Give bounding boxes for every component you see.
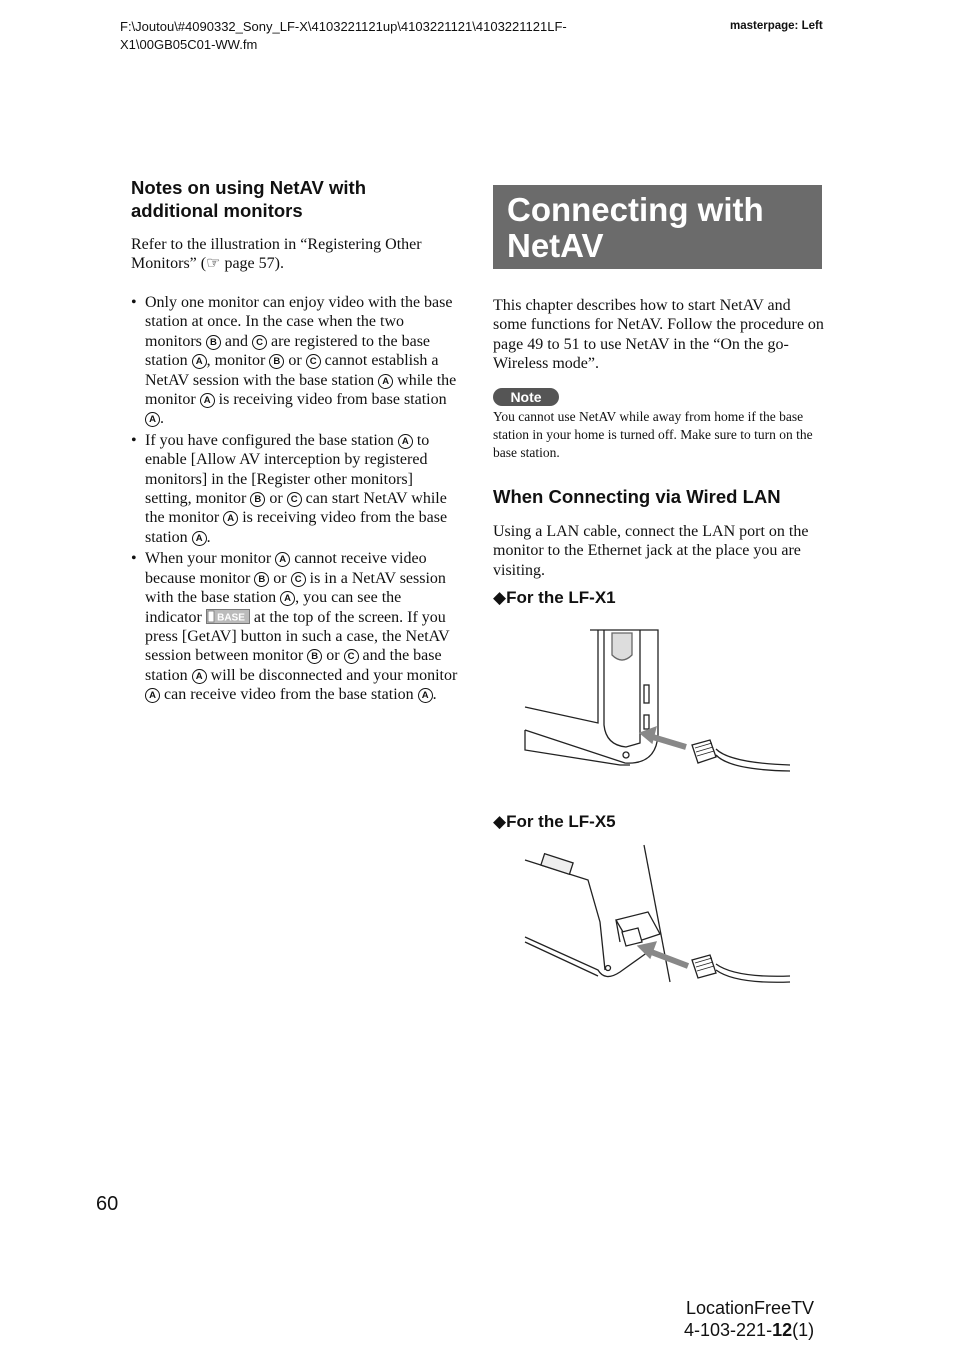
base-indicator-text: BASE (216, 612, 245, 623)
lf-x1-heading: ◆For the LF-X1 (493, 588, 616, 607)
base-station-a-mark: A (192, 531, 207, 546)
list-item: • Only one monitor can enjoy video with the base station at once. In the case when the two monitors B and C are registered to the base station A , monitor B or C cannot establish a NetAV session with the base station A while the monitor A is receiving video from base station A . (131, 293, 461, 429)
list-item: • When your monitor A cannot receive video because monitor B or C is in a NetAV session with the base station A , you can see the indicator BASE at the top of the screen. If you press [GetAV] button in such a case, the NetAV session between monitor B or C and the base station A will be disconnected and your monitor A can receive video from the base station A . (131, 549, 461, 704)
lf-x5-heading: ◆For the LF-X5 (493, 812, 616, 831)
base-station-a-mark: A (378, 374, 393, 389)
lf-x5-illustration (520, 842, 792, 987)
monitor-a-mark: A (275, 552, 290, 567)
list-item: • If you have configured the base station A to enable [Allow AV interception by registered monitors] in the [Register other monitors] setting, monitor B or C can start NetAV while the monitor A is receiving video from the base station A . (131, 431, 461, 547)
monitor-c-mark: C (291, 572, 306, 587)
document-code: 4-103-221-12(1) (684, 1320, 815, 1340)
monitor-b-mark: B (269, 354, 284, 369)
monitor-b-mark: B (206, 335, 221, 350)
page-number: 60 (96, 1193, 119, 1215)
product-name: LocationFreeTV (686, 1298, 815, 1318)
section-heading: Notes on using NetAV with additional monitors (131, 177, 367, 221)
note-badge: Note (493, 388, 559, 406)
monitor-a-mark: A (200, 393, 215, 408)
wired-lan-description: Using a LAN cable, connect the LAN port on the monitor to the Ethernet jack at the place you are visiting. (493, 523, 809, 579)
monitor-b-mark: B (254, 572, 269, 587)
base-station-a-mark: A (192, 354, 207, 369)
monitor-c-mark: C (306, 354, 321, 369)
notes-list (131, 293, 461, 707)
note-text: You cannot use NetAV while away from home if the base station in your home is turned off. Make sure to turn on the base station. (493, 409, 813, 460)
base-station-a-mark: A (418, 688, 433, 703)
wired-lan-heading: When Connecting via Wired LAN (493, 486, 781, 507)
monitor-c-mark: C (287, 492, 302, 507)
monitor-a-mark: A (145, 688, 160, 703)
chapter-title: Connecting with NetAV (493, 185, 822, 269)
base-station-a-mark: A (192, 669, 207, 684)
base-station-a-mark: A (145, 412, 160, 427)
monitor-c-mark: C (252, 335, 267, 350)
monitor-b-mark: B (307, 649, 322, 664)
lf-x1-illustration (520, 625, 792, 775)
monitor-c-mark: C (344, 649, 359, 664)
reference-icon: ☞ (206, 255, 221, 273)
base-indicator-icon (206, 609, 250, 624)
file-path: F:\Joutou\#4090332_Sony_LF-X\4103221121up\4103221121\4103221121LF-X1\00GB05C01-WW.fm (120, 19, 567, 52)
masterpage-label: masterpage: Left (730, 20, 823, 32)
base-station-a-mark: A (280, 591, 295, 606)
monitor-a-mark: A (223, 511, 238, 526)
base-station-a-mark: A (398, 434, 413, 449)
chapter-description: This chapter describes how to start NetAV and some functions for NetAV. Follow the procedure on page 49 to 51 to use NetAV in the “On the go-Wireless mode”. (493, 297, 824, 373)
intro-paragraph: Refer to the illustration in “Registering Other Monitors” (☞ page 57). (131, 236, 422, 273)
monitor-b-mark: B (250, 492, 265, 507)
